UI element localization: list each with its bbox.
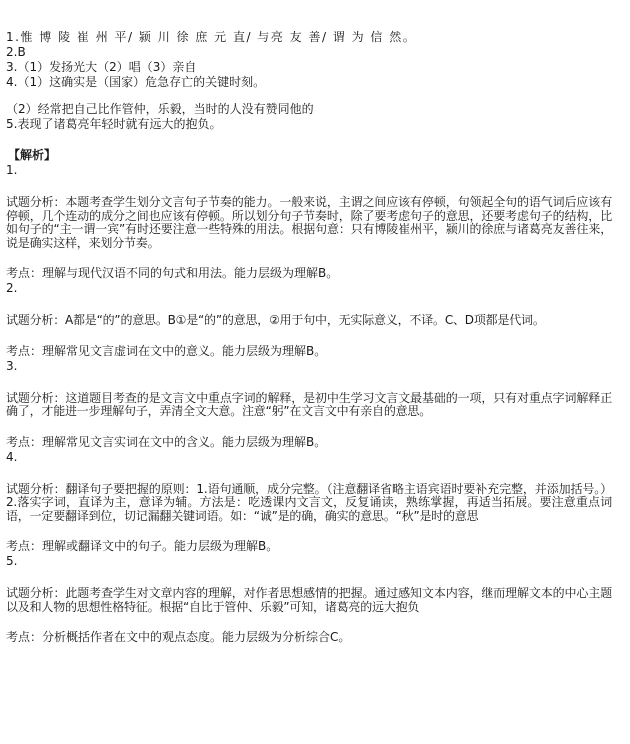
answer-3: 3.（1）发扬光大（2）唱（3）亲自 (6, 60, 197, 74)
analysis-item-number: 5. (6, 554, 18, 568)
answer-1: 1.惟 博 陵 崔 州 平/ 颍 川 徐 庶 元 直/ 与亮 友 善/ 谓 为 信 然。 (6, 30, 417, 44)
analysis-text: 试题分析：A都是“的”的意思。B①是“的”的意思，②用于句中，无实际意义，不译。C、D项都是代词。 (6, 313, 545, 327)
analysis-text: 试题分析：翻译句子要把握的原则：1.语句通顺，成分完整。（注意翻译省略主语宾语时要补充完整，并添加括号。）2.落实字词，直译为主，意译为辅。方法是：吃透课内文言文，反复诵读，熟练掌握，再适当拓展。要注意重点词语，一定要翻译到位，切记漏翻关键词语。如：“诚”是的确，确实的意思。“秋”是时的意思 (6, 481, 612, 523)
analysis-item-number: 3. (6, 358, 18, 373)
kaodian-note: 考点：分析概括作者在文中的观点态度。能力层级为分析综合C。 (6, 630, 351, 644)
analysis-text: 试题分析：此题考查学生对文章内容的理解，对作者思想感情的把握。通过感知文本内容，继而理解文本的中心主题以及和人物的思想性格特征。根据“自比于管仲、乐毅”可知，诸葛亮的远大抱负 (6, 586, 612, 614)
analysis-text: 试题分析：本题考查学生划分文言句子节奏的能力。一般来说，主谓之间应该有停顿，句领起全句的语气词后应该有停顿，几个连动的成分之间也应该有停顿。所以划分句子节奏时，除了要考虑句子的意思，还要考虑句子的结构，比如句子的“主一谓一宾”有时还要注意一些特殊的用法。根据句意：只有博陵崔州平，颍川的徐庶与诸葛亮友善往来，说是确实这样，来划分节奏。 (6, 195, 612, 250)
answer-document (6, 30, 620, 645)
analysis-item-number: 2. (6, 281, 18, 295)
kaodian-note: 考点：理解常见文言虚词在文中的意义。能力层级为理解B。 (6, 343, 327, 358)
answer-2: 2.B (6, 45, 26, 59)
answer-4-part-1: 4.（1）这确实是（国家）危急存亡的关键时刻。 (6, 75, 266, 89)
analysis-heading: 【解析】 (8, 148, 57, 162)
analysis-item-number: 4. (6, 449, 18, 464)
kaodian-note: 考点：理解或翻译文中的句子。能力层级为理解B。 (6, 539, 279, 553)
analysis-item-number: 1. (6, 163, 18, 177)
kaodian-note: 考点：理解与现代汉语不同的句式和用法。能力层级为理解B。 (6, 266, 339, 280)
answer-4-part-2: （2）经常把自己比作管仲，乐毅，当时的人没有赞同他的 (6, 102, 314, 116)
answer-5: 5.表现了诸葛亮年轻时就有远大的抱负。 (6, 117, 222, 131)
analysis-text: 试题分析：这道题目考查的是文言文中重点字词的解释，是初中生学习文言文最基础的一项，只有对重点字词解释正确了，才能进一步理解句子，弄清全文大意。注意“躬”在文言文中有亲自的意思。 (6, 390, 612, 418)
kaodian-note: 考点：理解常见文言实词在文中的含义。能力层级为理解B。 (6, 434, 327, 449)
